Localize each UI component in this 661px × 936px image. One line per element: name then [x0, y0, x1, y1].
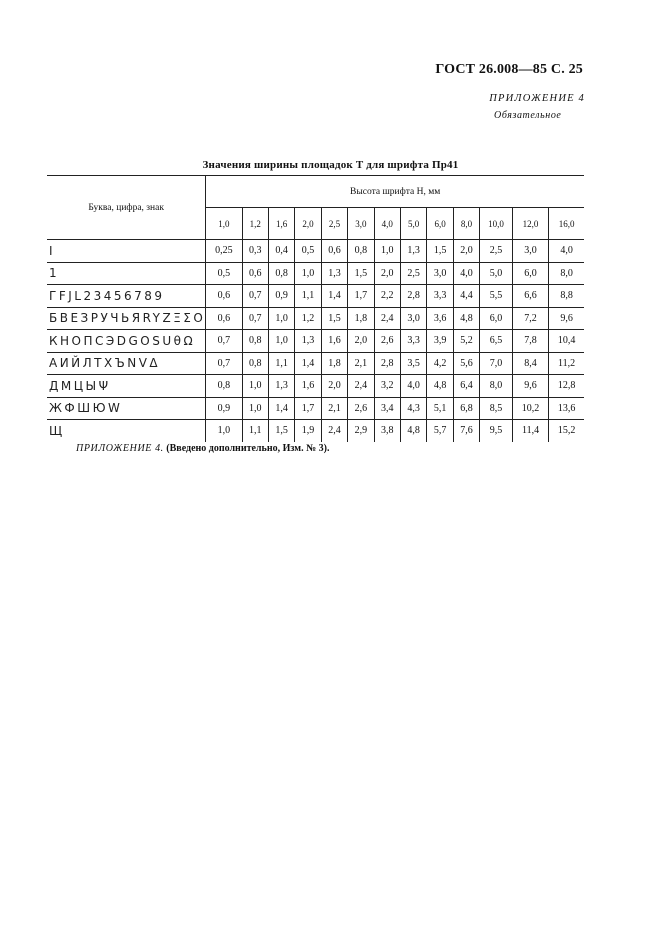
size-header-cell: 5,0: [400, 208, 426, 240]
width-value-cell: 2,6: [348, 397, 374, 420]
glyph-group-cell: БВЕЗРУЧЬЯRYZΞΣΟ: [47, 307, 206, 330]
size-header-cell: 1,6: [268, 208, 294, 240]
width-value-cell: 5,5: [480, 285, 513, 308]
width-value-cell: 1,0: [242, 397, 268, 420]
width-value-cell: 1,0: [268, 330, 294, 353]
size-header-cell: 8,0: [453, 208, 479, 240]
width-value-cell: 3,6: [427, 307, 453, 330]
glyph-group-cell: КНОПСЭDGOSUθΩ: [47, 330, 206, 353]
width-value-cell: 3,2: [374, 375, 400, 398]
footnote-text: (Введено дополнительно, Изм. № 3).: [166, 443, 330, 454]
appendix-status: Обязательное: [494, 110, 562, 121]
width-value-cell: 7,2: [512, 307, 548, 330]
width-value-cell: 10,4: [549, 330, 584, 353]
table-row: [47, 330, 584, 353]
table-header-row: [47, 176, 584, 208]
width-value-cell: 3,0: [512, 240, 548, 263]
width-value-cell: 0,7: [242, 307, 268, 330]
width-value-cell: 6,0: [480, 307, 513, 330]
width-value-cell: 5,2: [453, 330, 479, 353]
width-value-cell: 3,5: [400, 352, 426, 375]
width-value-cell: 0,6: [321, 240, 347, 263]
width-value-cell: 0,9: [206, 397, 242, 420]
width-value-cell: 2,4: [374, 307, 400, 330]
width-value-cell: 0,5: [206, 262, 242, 285]
width-value-cell: 1,4: [268, 397, 294, 420]
width-value-cell: 5,1: [427, 397, 453, 420]
width-value-cell: 4,0: [549, 240, 584, 263]
width-value-cell: 5,6: [453, 352, 479, 375]
width-value-cell: 1,8: [321, 352, 347, 375]
width-value-cell: 7,0: [480, 352, 513, 375]
width-value-cell: 1,0: [374, 240, 400, 263]
width-value-cell: 1,0: [206, 420, 242, 442]
group-header-cell: Высота шрифта H, мм: [206, 176, 584, 208]
width-value-cell: 4,0: [453, 262, 479, 285]
width-value-cell: 5,7: [427, 420, 453, 442]
width-value-cell: 2,1: [321, 397, 347, 420]
table-title: Значения ширины площадок T для шрифта Пр41: [202, 159, 459, 171]
width-value-cell: 6,5: [480, 330, 513, 353]
size-header-cell: 12,0: [512, 208, 548, 240]
width-value-cell: 2,8: [374, 352, 400, 375]
width-value-cell: 0,5: [295, 240, 321, 263]
width-value-cell: 2,4: [321, 420, 347, 442]
glyph-group-cell: Щ: [47, 420, 206, 442]
width-value-cell: 2,0: [348, 330, 374, 353]
width-value-cell: 0,8: [242, 352, 268, 375]
width-value-cell: 1,1: [242, 420, 268, 442]
width-value-cell: 3,8: [374, 420, 400, 442]
width-value-cell: 8,0: [480, 375, 513, 398]
width-value-cell: 1,4: [321, 285, 347, 308]
width-value-cell: 3,3: [400, 330, 426, 353]
width-value-cell: 0,8: [268, 262, 294, 285]
width-value-cell: 3,9: [427, 330, 453, 353]
width-value-cell: 4,8: [453, 307, 479, 330]
width-value-cell: 7,6: [453, 420, 479, 442]
width-value-cell: 1,5: [427, 240, 453, 263]
table-row: [47, 375, 584, 398]
width-value-cell: 1,7: [348, 285, 374, 308]
size-header-cell: 1,2: [242, 208, 268, 240]
width-value-cell: 1,0: [268, 307, 294, 330]
width-value-cell: 4,8: [400, 420, 426, 442]
width-value-cell: 15,2: [557, 425, 576, 437]
row-header-cell: Буква, цифра, знак: [47, 176, 206, 240]
table-row: [47, 285, 584, 308]
width-value-cell: 8,8: [549, 285, 584, 308]
width-value-cell: 2,0: [321, 375, 347, 398]
width-value-cell: 1,5: [321, 307, 347, 330]
width-value-cell: 2,0: [374, 262, 400, 285]
width-value-cell: 6,0: [512, 262, 548, 285]
width-value-cell: 0,7: [206, 330, 242, 353]
width-value-cell: 8,5: [480, 397, 513, 420]
width-value-cell: 1,8: [348, 307, 374, 330]
width-value-cell: 1,0: [242, 375, 268, 398]
width-value-cell: 0,6: [206, 307, 242, 330]
width-value-cell: 0,7: [206, 352, 242, 375]
width-value-cell: 11,4: [512, 420, 548, 442]
width-value-cell: 1,5: [348, 262, 374, 285]
width-value-cell: 0,9: [268, 285, 294, 308]
size-header-cell: 2,0: [295, 208, 321, 240]
width-value-cell: 6,6: [512, 285, 548, 308]
width-value-cell: 0,25: [206, 240, 242, 263]
width-value-cell: 1,9: [295, 420, 321, 442]
width-value-cell: 2,5: [400, 262, 426, 285]
width-value-cell: 1,2: [295, 307, 321, 330]
width-value-cell: 1,3: [268, 375, 294, 398]
width-value-cell: 1,0: [295, 262, 321, 285]
table-row: [47, 240, 584, 263]
width-value-cell: 9,6: [512, 375, 548, 398]
width-value-cell: 0,3: [242, 240, 268, 263]
glyph-group-cell: ДМЦЫΨ: [47, 375, 206, 398]
width-value-cell: 1,6: [295, 375, 321, 398]
width-value-cell: 0,7: [242, 285, 268, 308]
width-value-cell: 2,6: [374, 330, 400, 353]
size-header-cell: 4,0: [374, 208, 400, 240]
table-row: [47, 397, 584, 420]
width-value-cell: 1,7: [295, 397, 321, 420]
width-value-cell: 6,4: [453, 375, 479, 398]
width-value-cell: 12,8: [549, 375, 584, 398]
footnote: [76, 443, 329, 454]
width-value-cell: 2,4: [348, 375, 374, 398]
width-value-cell: 2,0: [453, 240, 479, 263]
table-row: [47, 307, 584, 330]
size-header-cell: 6,0: [427, 208, 453, 240]
table-row: [47, 420, 584, 442]
width-value-cell: 8,0: [549, 262, 584, 285]
appendix-label: ПРИЛОЖЕНИЕ 4: [489, 93, 585, 104]
size-header-cell: 2,5: [321, 208, 347, 240]
size-header-cell: 16,0: [549, 208, 584, 240]
width-value-cell: 1,3: [295, 330, 321, 353]
width-value-cell: 1,3: [321, 262, 347, 285]
table-row: [47, 262, 584, 285]
page-header: ГОСТ 26.008—85 С. 25: [435, 62, 583, 77]
width-value-cell: 4,2: [427, 352, 453, 375]
width-value-cell: 0,4: [268, 240, 294, 263]
width-value-cell: 9,5: [480, 420, 513, 442]
width-value-cell: 4,4: [453, 285, 479, 308]
width-value-cell: 2,9: [348, 420, 374, 442]
width-value-cell: 7,8: [512, 330, 548, 353]
width-value-cell: 1,6: [321, 330, 347, 353]
glyph-group-cell: ЖФШЮW: [47, 397, 206, 420]
size-header-cell: 1,0: [206, 208, 242, 240]
width-value-cell: 0,8: [206, 375, 242, 398]
table-body: [47, 240, 584, 442]
width-value-cell: 4,3: [400, 397, 426, 420]
size-header-cell: 10,0: [480, 208, 513, 240]
width-value-cell: 1,3: [400, 240, 426, 263]
width-value-cell: 0,8: [348, 240, 374, 263]
width-value-cell: 0,6: [242, 262, 268, 285]
width-value-cell: 2,8: [400, 285, 426, 308]
width-value-cell: 3,4: [374, 397, 400, 420]
width-value-cell: 9,6: [549, 307, 584, 330]
font-width-table: [47, 175, 584, 442]
width-value-cell: 0,6: [206, 285, 242, 308]
width-value-cell: 1,5: [268, 420, 294, 442]
glyph-group-cell: АИЙЛТХЪNVΔ: [47, 352, 206, 375]
glyph-group-cell: I: [47, 240, 206, 263]
width-value-cell: 2,5: [480, 240, 513, 263]
width-value-cell: 3,3: [427, 285, 453, 308]
width-value-cell: 13,6: [549, 397, 584, 420]
width-value-cell: 11,2: [549, 352, 584, 375]
table-row: [47, 352, 584, 375]
width-value-cell: 3,0: [427, 262, 453, 285]
width-value-cell: 0,8: [242, 330, 268, 353]
width-value-cell: 1,1: [268, 352, 294, 375]
width-value-cell: 2,2: [374, 285, 400, 308]
width-value-cell: 1,1: [295, 285, 321, 308]
glyph-group-cell: 1: [47, 262, 206, 285]
footnote-label: ПРИЛОЖЕНИЕ 4.: [76, 443, 164, 454]
width-value-cell: 5,0: [480, 262, 513, 285]
width-value-cell: 8,4: [512, 352, 548, 375]
width-value-cell: 3,0: [400, 307, 426, 330]
width-value-cell: 4,0: [400, 375, 426, 398]
width-value-cell: 1,4: [295, 352, 321, 375]
width-value-cell: 4,8: [427, 375, 453, 398]
width-value-cell: 6,8: [453, 397, 479, 420]
size-header-cell: 3,0: [348, 208, 374, 240]
width-value-cell: 10,2: [512, 397, 548, 420]
glyph-group-cell: ГFJL23456789: [47, 285, 206, 308]
width-value-cell: 2,1: [348, 352, 374, 375]
